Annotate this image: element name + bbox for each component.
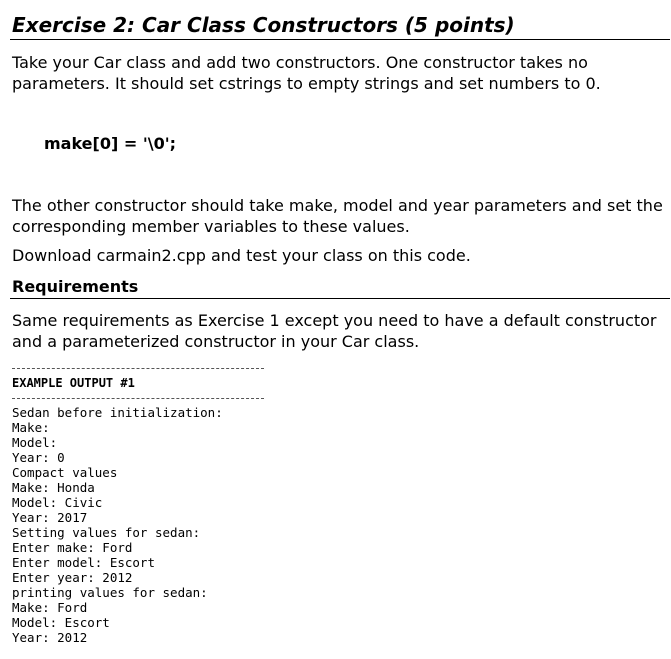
- title-divider: [10, 39, 670, 40]
- output-line: printing values for sedan:: [12, 585, 208, 600]
- requirements-heading: Requirements: [12, 277, 139, 296]
- exercise-title: Exercise 2: Car Class Constructors (5 points): [12, 13, 515, 37]
- output-top-dashes: [12, 368, 264, 369]
- output-line: Sedan before initialization:: [12, 405, 223, 420]
- output-line: Model: Civic: [12, 495, 103, 510]
- output-line: Year: 2012: [12, 630, 88, 645]
- output-line: Enter year: 2012: [12, 570, 133, 585]
- constructor-paragraph: The other constructor should take make, model and year parameters and set the corresponding member variables to these values.: [12, 196, 663, 236]
- output-line: Setting values for sedan:: [12, 525, 201, 540]
- output-line: Model: Escort: [12, 615, 110, 630]
- output-line: Make: Ford: [12, 600, 88, 615]
- output-line: Make: Honda: [12, 480, 95, 495]
- download-paragraph: Download carmain2.cpp and test your class on this code.: [12, 246, 471, 265]
- requirements-paragraph: Same requirements as Exercise 1 except you need to have a default constructor and a parameterized constructor in your Car class.: [12, 311, 657, 351]
- output-line: Enter make: Ford: [12, 540, 133, 555]
- intro-paragraph: Take your Car class and add two constructors. One constructor takes no parameters. It should set cstrings to empty strings and set numbers to 0.: [12, 53, 601, 93]
- requirements-divider: [10, 298, 670, 299]
- output-bottom-dashes: [12, 398, 264, 399]
- output-line: Year: 2017: [12, 510, 88, 525]
- output-line: Model:: [12, 435, 58, 450]
- output-line: Make:: [12, 420, 50, 435]
- example-output-title: EXAMPLE OUTPUT #1: [12, 376, 135, 390]
- code-example: make[0] = '\0';: [44, 134, 177, 153]
- output-line: Enter model: Escort: [12, 555, 155, 570]
- output-line: Compact values: [12, 465, 118, 480]
- output-line: Year: 0: [12, 450, 65, 465]
- example-output-block: [12, 405, 223, 645]
